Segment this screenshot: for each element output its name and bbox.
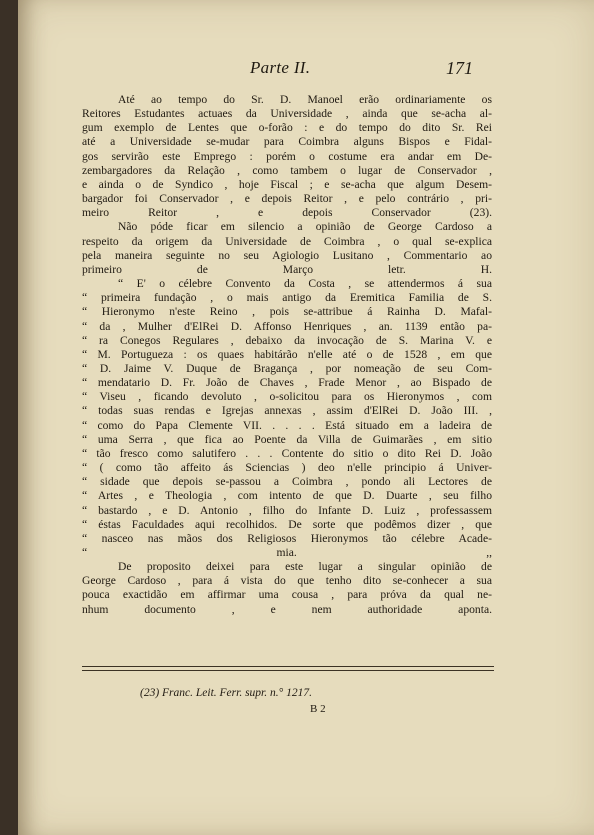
text-line: “ éstas Faculdades aqui recolhidos. De sorte que podêmos dizer , que [82, 517, 492, 531]
text-line: “ Hieronymo n'este Reino , pois se-attribue á Rainha D. Mafal- [82, 305, 492, 319]
text-line: “ tão fresco como salutifero . . . Contente do sitio o dito Rei D. João [82, 446, 492, 460]
footnote: (23) Franc. Leit. Ferr. supr. n.° 1217. [140, 687, 312, 699]
text-body [82, 93, 492, 617]
page-number: 171 [446, 58, 473, 78]
text-line: Não póde ficar em silencio a opinião de George Cardoso a [118, 220, 492, 234]
text-line: “ como do Papa Clemente VII. . . . . Está situado em a ladeira de [82, 418, 492, 432]
running-head: Parte II. [250, 58, 311, 77]
footnote-separator-rule [82, 666, 494, 671]
paragraph-3-quotation [82, 277, 492, 560]
text-line: gum exemplo de Lentes que o-forão : e do tempo do dito Sr. Rei [82, 121, 492, 135]
paragraph-2 [82, 220, 492, 277]
text-line: meiro Reitor , e depois Conservador (23). [82, 206, 492, 220]
text-line: De proposito deixei para este lugar a singular opinião de [118, 560, 492, 574]
text-line: “ nasceo nas mãos dos Religiosos Hieronymos tão célebre Acade- [82, 531, 492, 545]
text-line: gos servirão este Emprego : porém o costume era andar em De- [82, 149, 492, 163]
text-line: “ ra Conegos Regulares , debaixo da invocação de S. Marina V. e [82, 333, 492, 347]
text-line: “ D. Jaime V. Duque de Bragança , por nomeação de seu Com- [82, 361, 492, 375]
paragraph-4 [82, 560, 492, 617]
text-line: bargador foi Conservador , e depois Reitor , e pelo contrário , pri- [82, 192, 492, 206]
text-line: “ uma Serra , que fica ao Poente da Villa de Guimarães , em sitio [82, 432, 492, 446]
text-line: Reitores Estudantes actuaes da Universidade , ainda que se-acha al- [82, 107, 492, 121]
text-line: respeito da origem da Universidade de Coimbra , o qual se-explica [82, 234, 492, 248]
text-line: “ Artes , e Theologia , com intento de que D. Duarte , seu filho [82, 489, 492, 503]
printer-signature-mark: B 2 [310, 703, 326, 715]
text-line: nhum documento , e nem authoridade aponta. [82, 602, 492, 616]
text-line: “ da , Mulher d'ElRei D. Affonso Henriques , an. 1139 então pa- [82, 319, 492, 333]
text-line: “ ( como tão affeito ás Sciencias ) deo n'elle principio á Univer- [82, 461, 492, 475]
text-line: até a Universidade se-mudar para Coimbra alguns Bispos e Fidal- [82, 135, 492, 149]
text-line: “ primeira fundação , o mais antigo da Eremitica Familia de S. [82, 291, 492, 305]
text-line: primeiro de Março letr. H. [82, 262, 492, 276]
text-line: “ todas suas rendas e Igrejas annexas , assim d'ElRei D. João III. , [82, 404, 492, 418]
text-line: “ M. Portugueza : os quaes habitárão n'elle até o de 1528 , em que [82, 347, 492, 361]
text-line: zembargadores da Relação , como tambem o lugar de Conservador , [82, 163, 492, 177]
text-line: “ E' o célebre Convento da Costa , se attendermos á sua [118, 277, 492, 291]
text-line: “ mendatario D. Fr. João de Chaves , Frade Menor , ao Bispado de [82, 376, 492, 390]
text-line: pouca exactidão em affirmar uma cousa , para próva da qual ne- [82, 588, 492, 602]
text-line: “ sidade que depois se-passou a Coimbra , pondo ali Lectores de [82, 475, 492, 489]
text-line: “ Viseu , ficando devoluto , o-solicitou para os Hieronymos , com [82, 390, 492, 404]
book-page [18, 0, 594, 835]
text-line: pela maneira seguinte no seu Agiologio Lusitano , Commentario ao [82, 248, 492, 262]
text-line: “ bastardo , e D. Antonio , filho do Infante D. Luiz , professassem [82, 503, 492, 517]
text-line: e ainda o de Syndico , hoje Fiscal ; e se-acha que algum Desem- [82, 177, 492, 191]
paragraph-1 [82, 93, 492, 220]
text-line: George Cardoso , para á vista do que tenho dito se-conhecer a sua [82, 574, 492, 588]
text-line: Até ao tempo do Sr. D. Manoel erão ordinariamente os [118, 93, 492, 106]
text-line: “ mia. ,, [82, 546, 492, 559]
page-header [18, 58, 594, 84]
